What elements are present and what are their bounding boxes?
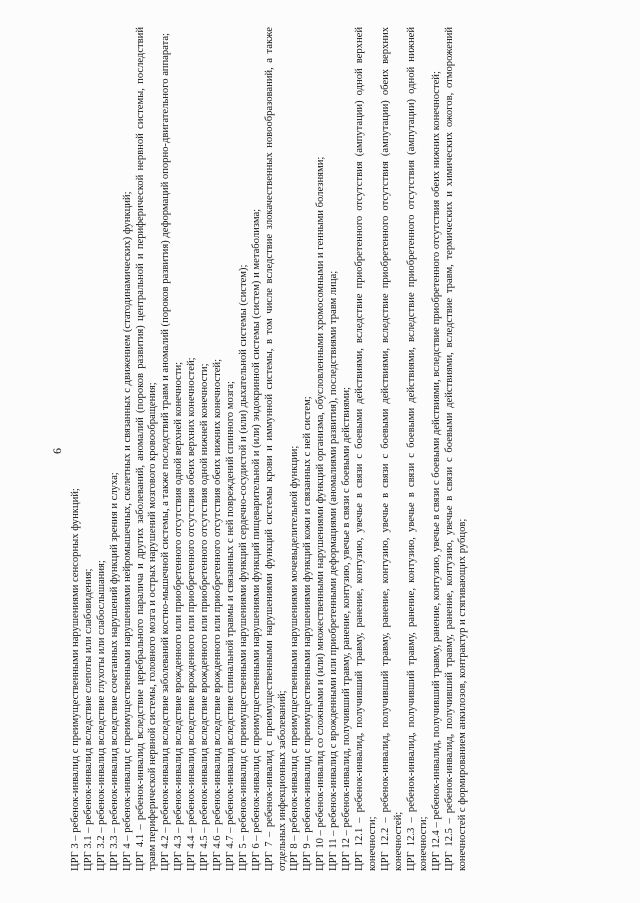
list-item: ЦРГ 3.1 – ребенок-инвалид вследствие слепоты или слабовидения;	[82, 568, 94, 871]
list-item: ЦРГ 5 – ребенок-инвалид с преимущественными нарушениями функций сердечно-сосудистой и (или) дыхательной системы (систем);	[237, 264, 249, 871]
category-list	[70, 27, 470, 871]
list-item: ЦРГ 4.5 – ребенок-инвалид вследствие врожденного или приобретенного отсутствия одной нижней конечности;	[199, 363, 211, 871]
page-number: 6	[50, 448, 64, 454]
list-item: ЦРГ 12.4 – ребенок-инвалид, получивший травму, ранение, контузию, увечье в связи с боевыми действиями, вследствие приобретенного отсутствия обеих нижних конечностей;	[431, 71, 443, 871]
list-item: ЦРГ 4.4 – ребенок-инвалид вследствие врожденного или приобретенного отсутствия обеих верхних конечностей;	[186, 357, 198, 871]
list-item: ЦРГ 4.2 – ребенок-инвалид вследствие заболеваний костно-мышечной системы, а также последствий травм и аномалий (пороков развития) деформаций опорно-двигательного аппарата;	[160, 33, 172, 871]
list-item: ЦРГ 3.3 – ребенок-инвалид вследствие сочетанных нарушений функций зрения и слуха;	[108, 472, 120, 871]
list-item: ЦРГ 6 – ребенок-инвалид с преимущественными нарушениями функций пищеварительной и (или) эндокринной системы (систем) и метаболизма;	[250, 208, 262, 871]
list-item: ЦРГ 4.3 – ребенок-инвалид вследствие врожденного или приобретенного отсутствия одной верхней конечности;	[173, 361, 185, 871]
list-item: ЦРГ 3.2 – ребенок-инвалид вследствие глухоты или слабослышания;	[95, 560, 107, 871]
list-item: ЦРГ 12.5 – ребенок-инвалид, получивший травму, ранение, контузию, увечье в связи с боевыми действиями, вследствие травм, термических и химических ожогов, отморожений конечностей с формированием анкилозов, контрактур и стягивающих рубцов;	[444, 27, 469, 871]
list-item: ЦРГ 12.3 – ребенок-инвалид, получивший травму, ранение, контузию, увечье в связи с боевыми действиями, вследствие приобретенного отсутствия (ампутации) одной нижней конечности;	[405, 27, 430, 871]
list-item: ЦРГ 10 – ребенок-инвалид со сложными и (или) множественными нарушениями функций организма, обусловленными хромосомными и генными болезнями;	[315, 156, 327, 871]
list-item: ЦРГ 4.7 – ребенок-инвалид вследствие спинальной травмы и связанных с ней повреждений спинного мозга;	[224, 381, 236, 871]
list-item: ЦРГ 4.6 – ребенок-инвалид вследствие врожденного или приобретенного отсутствия обеих нижних конечностей;	[211, 358, 223, 871]
list-item: ЦРГ 11 – ребенок-инвалид с врожденными или приобретенными деформациями (аномалиями развития), последствиями травм лица;	[328, 270, 340, 871]
list-item: ЦРГ 12.2 – ребенок-инвалид, получивший травму, ранение, контузию, увечье в связи с боевыми действиями, вследствие приобретенного отсутствия (ампутации) обеих верхних конечностей;	[379, 27, 404, 871]
list-item: ЦРГ 12 – ребенок-инвалид, получивший травму, ранение, контузию, увечье в связи с боевыми действиями;	[341, 387, 353, 871]
list-item: ЦРГ 4 – ребенок-инвалид с преимущественными нарушениями нейромышечных, скелетных и связанных с движением (статодинамических) функций;	[121, 191, 133, 871]
list-item: ЦРГ 4.1 – ребенок-инвалид вследствие церебрального паралича и других заболеваний, аномалий (пороков развития) центральной и периферической нервной системы, последствий травм периферической нервной системы, головного мозга и острых нарушений мозгового кровообращения;	[134, 27, 159, 871]
list-item: ЦРГ 3 – ребенок-инвалид с преимущественными нарушениями сенсорных функций;	[70, 488, 81, 871]
list-item: ЦРГ 12.1 – ребенок-инвалид, получивший травму, ранение, контузию, увечье в связи с боевыми действиями, вследствие приобретенного отсутствия (ампутации) одной верхней конечности;	[353, 27, 378, 871]
list-item: ЦРГ 7 – ребенок-инвалид с преимущественными нарушениями функций системы крови и иммунной системы, в том числе вследствие злокачественных новообразований, а также отдельных инфекционных заболеваний;	[263, 27, 288, 871]
list-item: ЦРГ 8 – ребенок-инвалид с преимущественными нарушениями мочевыделительной функции;	[289, 445, 301, 871]
list-item: ЦРГ 9 – ребенок-инвалид с преимущественными нарушениями функций кожи и связанных с ней систем;	[302, 396, 314, 871]
rotated-sheet	[50, 21, 590, 881]
